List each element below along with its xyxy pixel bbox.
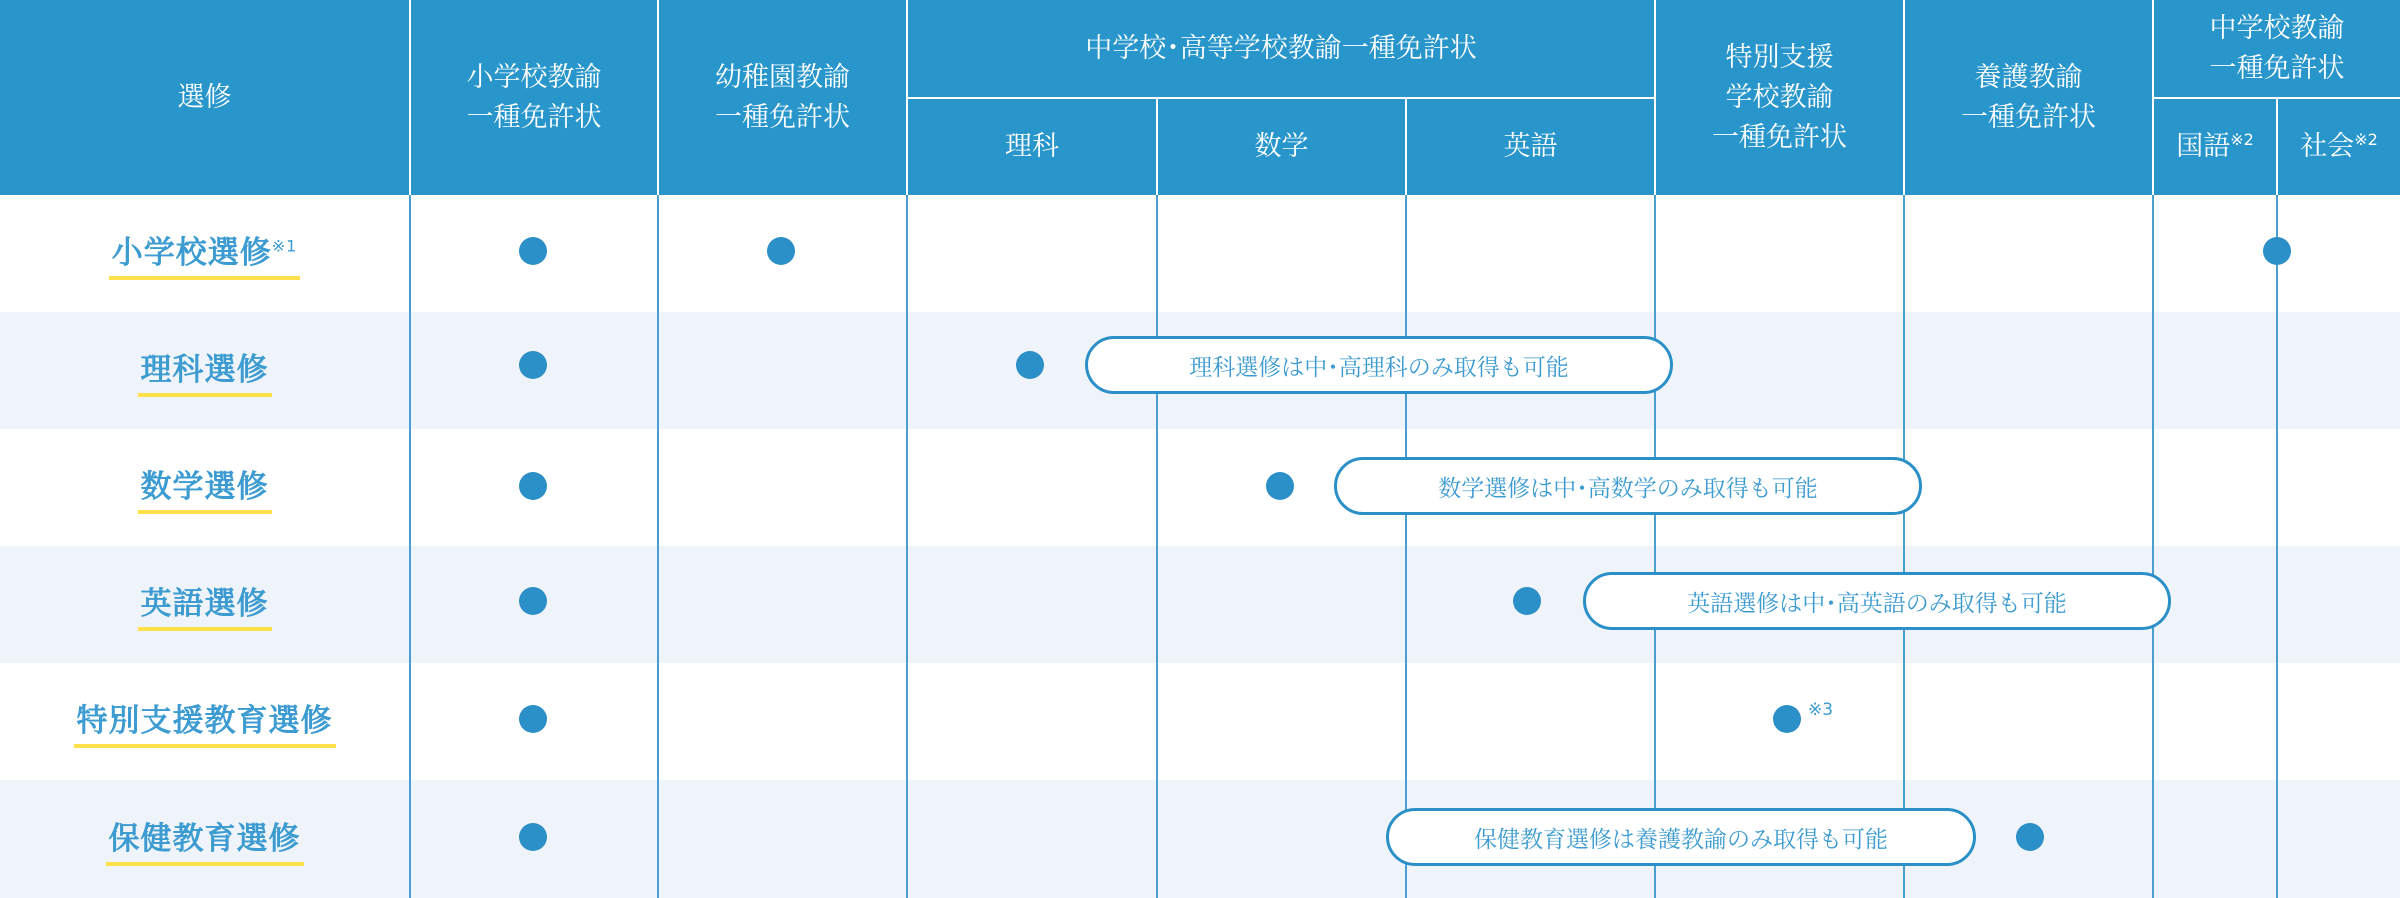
note-mark: ※3: [1808, 700, 1834, 720]
header-special-support: [1656, 0, 1903, 195]
availability-dot: [519, 705, 547, 733]
availability-dot: [767, 237, 795, 265]
header-japanese-text: 国語: [2176, 131, 2231, 162]
column-divider: [1405, 195, 1407, 898]
header-english: [1407, 99, 1654, 195]
header-elementary-line2: 一種免許状: [466, 101, 602, 133]
note-pill-text: 数学選修は中･高数学のみ取得も可能: [1438, 475, 1818, 502]
header-junior-group-line1: 中学校教諭: [2209, 12, 2345, 44]
row-label-link[interactable]: 理科選修: [138, 344, 272, 397]
header-japanese: [2154, 99, 2276, 195]
availability-dot: [2263, 237, 2291, 265]
header-junior-group: [2154, 0, 2400, 97]
header-kindergarten: [659, 0, 906, 195]
column-divider: [657, 195, 659, 898]
header-secondary-group: [908, 0, 1654, 97]
row-label-english: [0, 546, 409, 663]
row-label-special-support: [0, 663, 409, 780]
header-special-support-line1: 特別支援: [1725, 41, 1834, 73]
header-english-text: 英語: [1503, 131, 1558, 162]
header-special-support-line3: 一種免許状: [1712, 121, 1847, 153]
header-yogo: [1905, 0, 2152, 195]
row-label-link[interactable]: 保健教育選修: [106, 813, 304, 866]
header-social-note: ※2: [2354, 130, 2378, 149]
column-divider: [409, 195, 411, 898]
row-label-note: ※1: [271, 236, 298, 256]
note-pill-text: 保健教育選修は養護教諭のみ取得も可能: [1474, 826, 1888, 853]
header-yogo-line1: 養護教諭: [1974, 61, 2083, 93]
header-secondary-group-text: 中学校･高等学校教諭一種免許状: [1085, 32, 1477, 64]
availability-dot: [519, 472, 547, 500]
row-label-text: 小学校選修: [111, 235, 272, 271]
note-pill-english: [1583, 572, 2171, 630]
row-label-link[interactable]: [109, 227, 301, 280]
header-math-text: 数学: [1254, 131, 1309, 162]
column-divider: [906, 195, 908, 898]
column-divider: [2276, 195, 2278, 898]
header-kindergarten-line2: 一種免許状: [715, 101, 850, 133]
note-pill-health: [1386, 808, 1976, 866]
header-japanese-note: ※2: [2230, 130, 2254, 149]
row-label-math: [0, 429, 409, 546]
column-divider: [2152, 195, 2154, 898]
availability-dot: [2016, 823, 2044, 851]
header-yogo-line2: 一種免許状: [1961, 101, 2096, 133]
row-label-elementary: [0, 195, 409, 312]
header-science: [908, 99, 1156, 195]
note-pill-text: 英語選修は中･高英語のみ取得も可能: [1687, 590, 2067, 617]
availability-dot: [519, 351, 547, 379]
note-pill-math: [1334, 457, 1922, 515]
row-label-link[interactable]: 特別支援教育選修: [74, 695, 336, 748]
column-divider: [1903, 195, 1905, 898]
header-math: [1158, 99, 1405, 195]
row-label-science: [0, 312, 409, 429]
header-special-support-line2: 学校教諭: [1725, 81, 1834, 113]
availability-dot: [1773, 705, 1801, 733]
column-divider: [1156, 195, 1158, 898]
header-science-text: 理科: [1005, 131, 1059, 162]
header-elementary: [411, 0, 657, 195]
row-label-link[interactable]: 数学選修: [138, 461, 272, 514]
availability-dot: [519, 237, 547, 265]
header-social-text: 社会: [2300, 131, 2355, 162]
row-label-link[interactable]: 英語選修: [138, 578, 272, 631]
header-kindergarten-line1: 幼稚園教諭: [715, 61, 850, 93]
availability-dot: [1016, 351, 1044, 379]
header-junior-group-line2: 一種免許状: [2209, 52, 2345, 84]
header-selection-text: 選修: [177, 81, 232, 113]
header-selection: [0, 0, 409, 195]
header-elementary-line1: 小学校教諭: [466, 61, 602, 93]
availability-dot: [519, 587, 547, 615]
column-divider: [1654, 195, 1656, 898]
header-social: [2278, 99, 2400, 195]
note-pill-science: [1085, 336, 1673, 394]
row-label-health: [0, 780, 409, 898]
availability-dot: [1266, 472, 1294, 500]
note-pill-text: 理科選修は中･高理科のみ取得も可能: [1189, 354, 1569, 381]
availability-dot: [1513, 587, 1541, 615]
availability-dot: [519, 823, 547, 851]
